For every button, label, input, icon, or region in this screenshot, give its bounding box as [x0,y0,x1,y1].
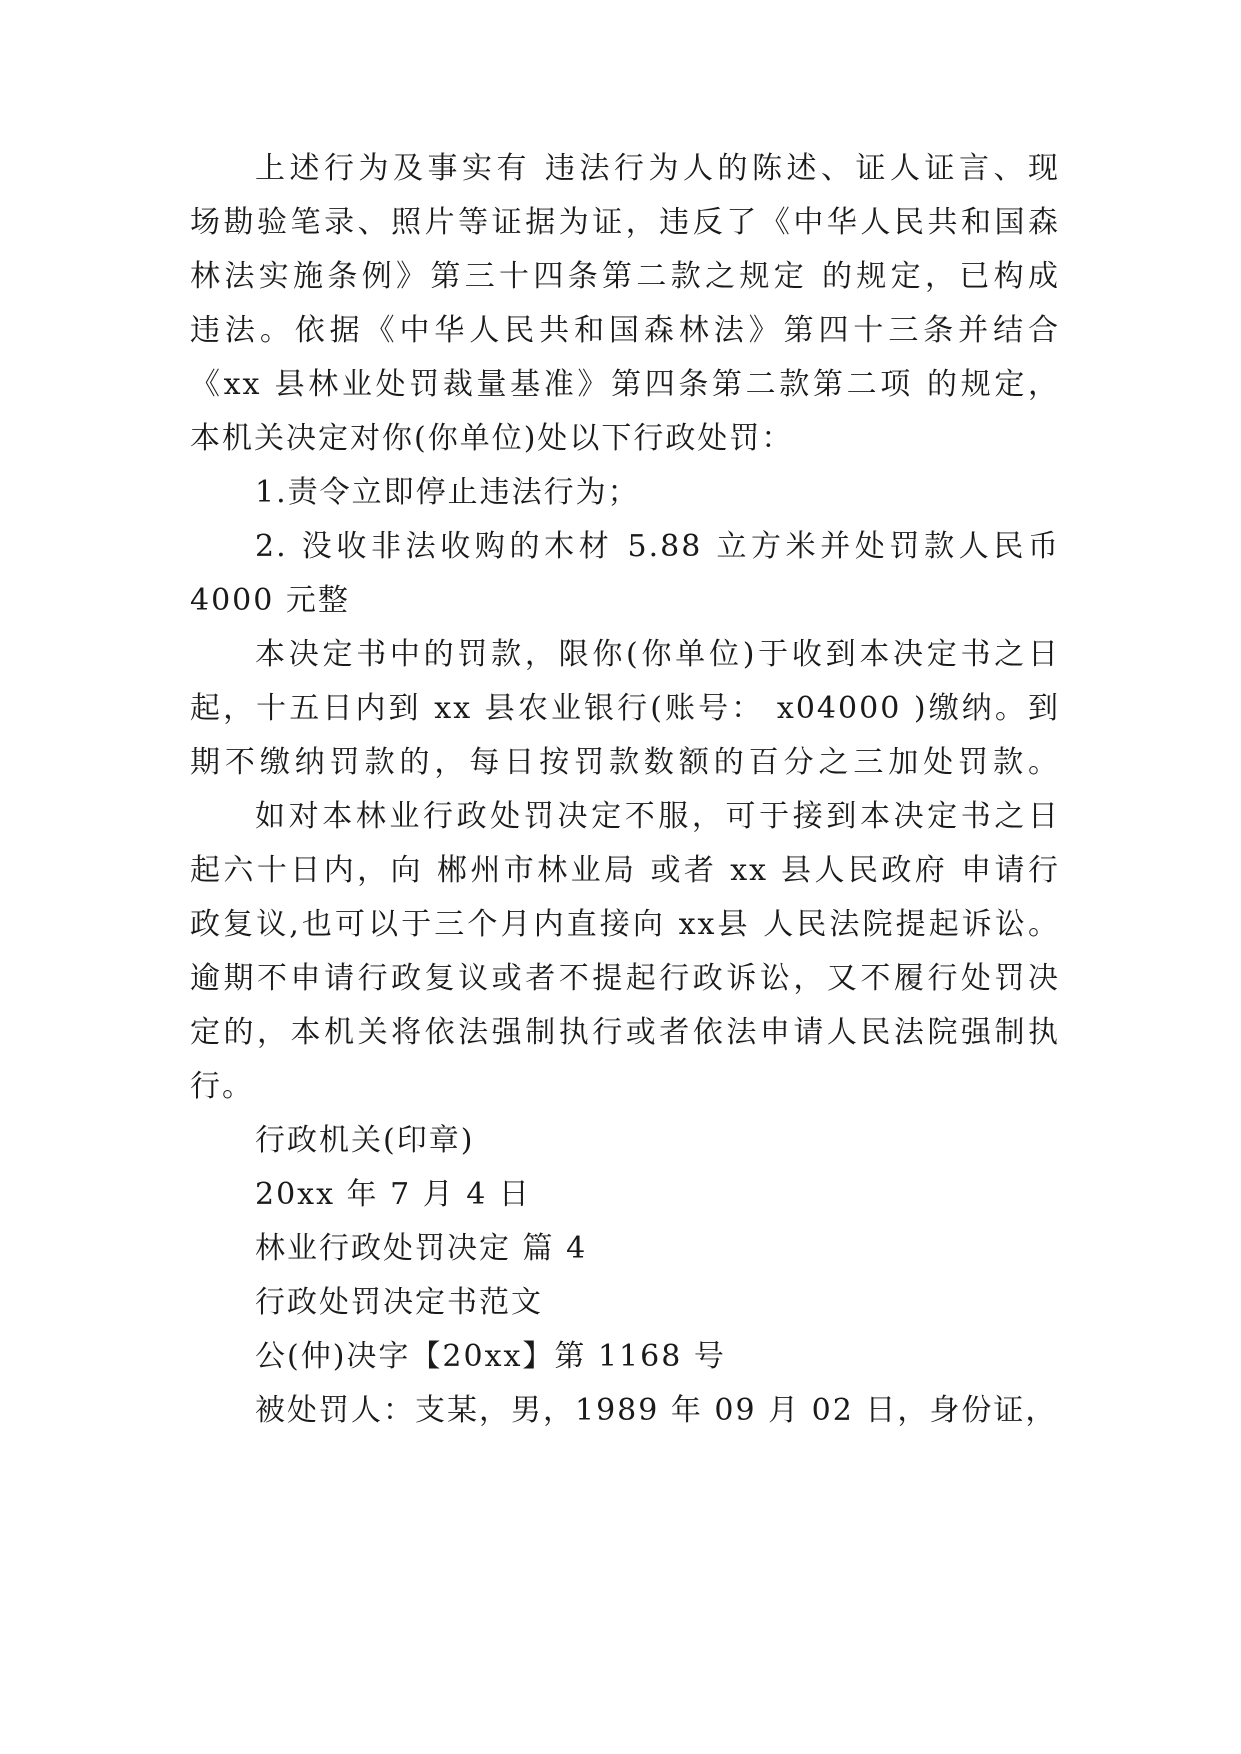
paragraph-line: 本机关决定对你(你单位)处以下行政处罚： [190,421,794,456]
paragraph-line: 林法实施条例》第三十四条第二款之规定 的规定，已构成 [190,259,1060,294]
paragraph-line: 定的，本机关将依法强制执行或者依法申请人民法院强制执 [190,1015,1060,1050]
list-item: 2. 没收非法收购的木材 5.88 立方米并处罚款人民币 [255,529,1060,564]
signature-date: 20xx 年 7 月 4 日 [255,1177,531,1212]
document-title: 行政处罚决定书范文 [255,1285,543,1320]
paragraph-line: 期不缴纳罚款的，每日按罚款数额的百分之三加处罚款。 [190,745,1060,780]
section-heading: 林业行政处罚决定 篇 4 [255,1231,588,1266]
paragraph-line: 被处罚人：支某，男，1989 年 09 月 02 日，身份证， [255,1393,1058,1428]
paragraph-line: 起六十日内，向 郴州市林业局 或者 xx 县人民政府 申请行 [190,853,1060,888]
signature-authority: 行政机关(印章) [255,1123,475,1158]
paragraph-line: 场勘验笔录、照片等证据为证，违反了《中华人民共和国森 [190,205,1060,240]
paragraph-line: 如对本林业行政处罚决定不服，可于接到本决定书之日 [255,799,1060,834]
paragraph-line: 政复议,也可以于三个月内直接向 xx县 人民法院提起诉讼。 [190,907,1060,942]
paragraph-line: 逾期不申请行政复议或者不提起行政诉讼，又不履行处罚决 [190,961,1060,996]
paragraph-line: 本决定书中的罚款，限你(你单位)于收到本决定书之日 [255,637,1060,672]
paragraph-line: 起，十五日内到 xx 县农业银行(账号： x04000 )缴纳。到 [190,691,1060,726]
paragraph-line: 违法。依据《中华人民共和国森林法》第四十三条并结合 [190,313,1060,348]
paragraph-line: 4000 元整 [190,583,350,618]
document-number: 公(仲)决字【20xx】第 1168 号 [255,1339,726,1374]
paragraph-line: 《xx 县林业处罚裁量基准》第四条第二款第二项 的规定， [190,367,1060,402]
paragraph-line: 上述行为及事实有 违法行为人的陈述、证人证言、现 [255,151,1060,186]
list-item: 1.责令立即停止违法行为； [255,475,640,510]
paragraph-line: 行。 [190,1069,254,1104]
